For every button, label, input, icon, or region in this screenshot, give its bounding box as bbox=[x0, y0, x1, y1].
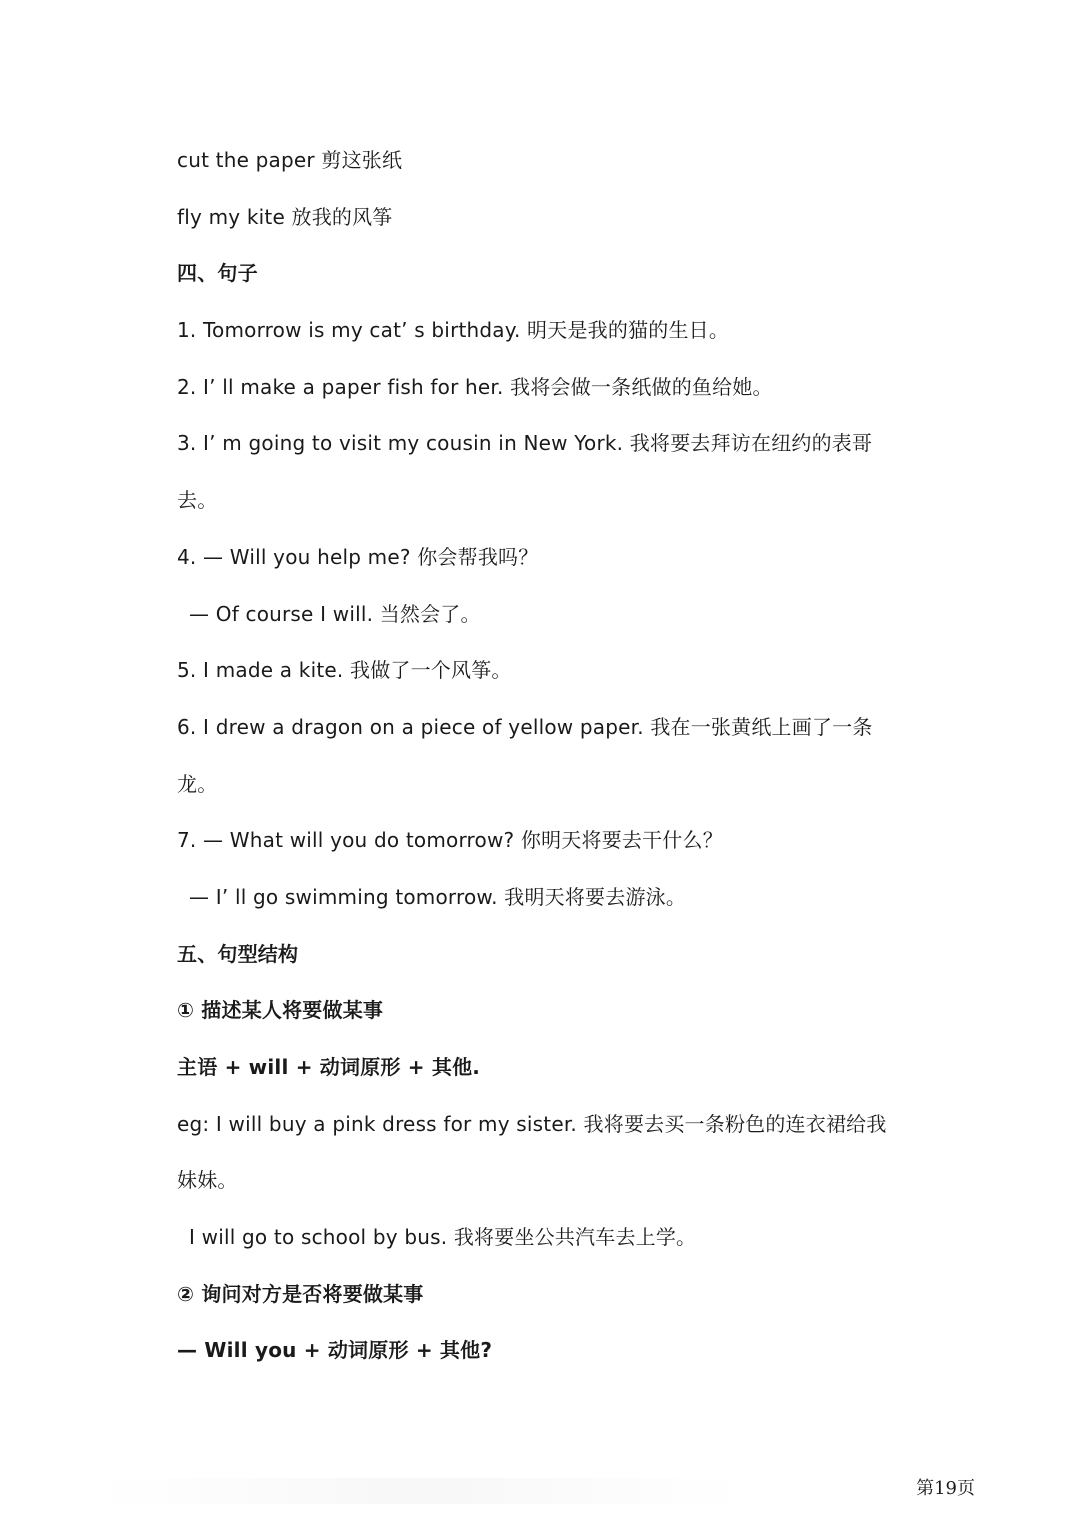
sentence-5: 5. I made a kite. 我做了一个风筝。 bbox=[177, 658, 512, 683]
sentence-3: 3. I’ m going to visit my cousin in New York. 我将要去拜访在纽约的表哥 bbox=[177, 431, 873, 456]
structure-2-title: ② 询问对方是否将要做某事 bbox=[177, 1281, 424, 1306]
structure-1-formula: 主语 + will + 动词原形 + 其他. bbox=[177, 1055, 481, 1079]
sentence-4-question: 4. — Will you help me? 你会帮我吗？ bbox=[177, 544, 539, 569]
sentence-4-answer: — Of course I will. 当然会了。 bbox=[189, 601, 481, 626]
structure-1-example-1: eg: I will buy a pink dress for my sister. 我将要去买一条粉色的连衣裙给我 bbox=[177, 1111, 887, 1136]
structure-1-example-1-continued: 妹妹。 bbox=[177, 1168, 238, 1193]
sentence-1: 1. Tomorrow is my cat’ s birthday. 明天是我的猫的生日。 bbox=[177, 318, 730, 343]
sentence-3-continued: 去。 bbox=[177, 488, 218, 513]
sentence-2: 2. I’ ll make a paper fish for her. 我将会做一条纸做的鱼给她。 bbox=[177, 374, 773, 399]
footer-scan-shadow bbox=[100, 1478, 740, 1504]
sentence-6: 6. I drew a dragon on a piece of yellow paper. 我在一张黄纸上画了一条 bbox=[177, 714, 873, 739]
sentence-7-answer: — I’ ll go swimming tomorrow. 我明天将要去游泳。 bbox=[189, 884, 687, 909]
structure-1-title: ① 描述某人将要做某事 bbox=[177, 998, 384, 1023]
sentence-6-continued: 龙。 bbox=[177, 771, 218, 796]
page-number: 第19页 bbox=[916, 1478, 975, 1499]
page-content bbox=[177, 132, 917, 1379]
structure-1-example-2: I will go to school by bus. 我将要坐公共汽车去上学。 bbox=[189, 1225, 697, 1250]
sentence-7-question: 7. — What will you do tomorrow? 你明天将要去干什么？ bbox=[177, 828, 723, 853]
section-heading-sentences: 四、句子 bbox=[177, 261, 258, 286]
structure-2-formula: — Will you + 动词原形 + 其他? bbox=[177, 1338, 493, 1363]
vocab-line-fly-kite: fly my kite 放我的风筝 bbox=[177, 204, 393, 229]
vocab-line-cut-paper: cut the paper 剪这张纸 bbox=[177, 148, 403, 172]
section-heading-structures: 五、句型结构 bbox=[177, 941, 299, 966]
